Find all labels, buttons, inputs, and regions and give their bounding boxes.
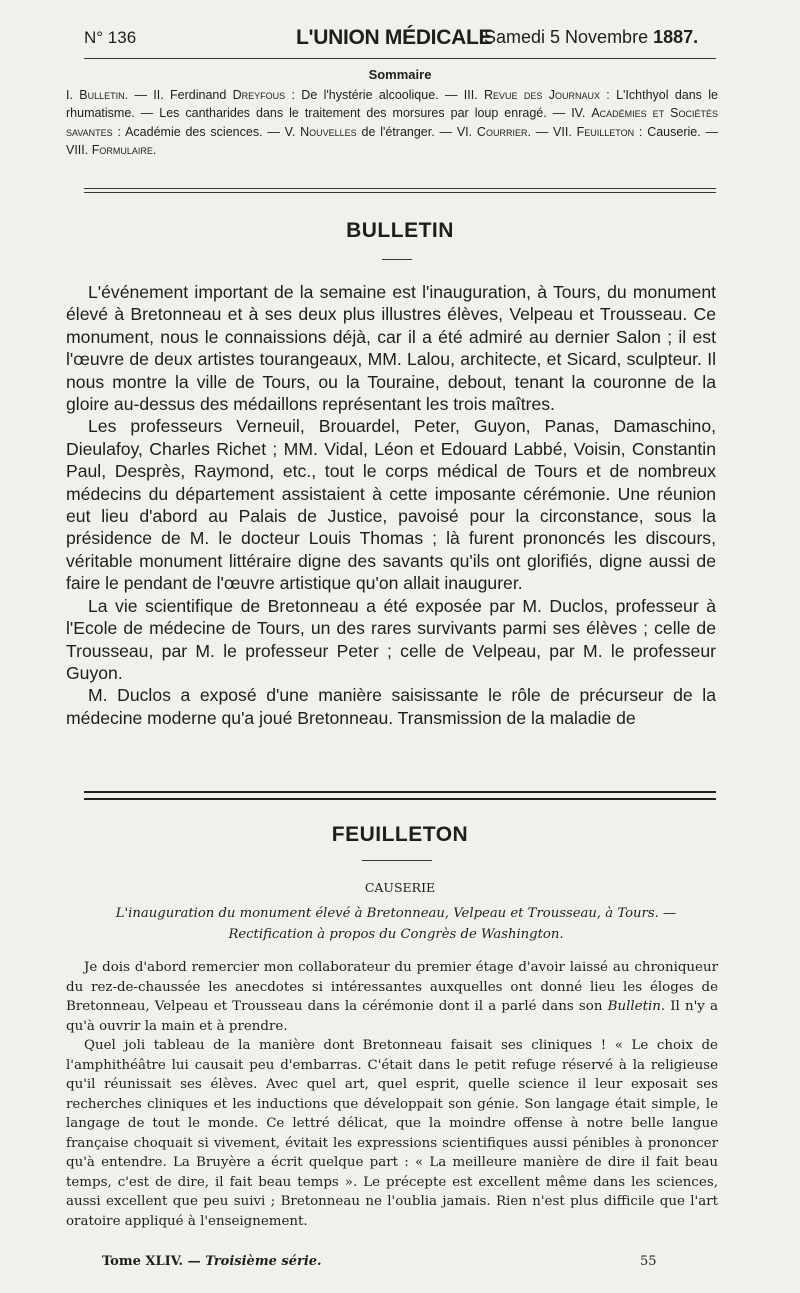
journal-title: L'UNION MÉDICALE	[296, 26, 493, 49]
sommaire-item-academies: Académies et Sociétés savantes	[66, 106, 719, 139]
bulletin-title-rule	[382, 259, 412, 260]
sommaire-text-1: I.	[66, 88, 80, 102]
sommaire-text-2: . — II. Ferdinand	[124, 88, 233, 102]
issue-date-text: Samedi 5 Novembre	[484, 27, 649, 47]
sommaire-author: Dreyfous	[232, 88, 286, 102]
issue-year: 1887.	[653, 27, 699, 47]
bulletin-paragraph: Les professeurs Verneuil, Brouardel, Peter, Guyon, Panas, Damaschino, Dieulafoy, Charles Richet ; MM. Vidal, Léon et Edouard Labbé, Voisin, Constantin Paul, Desprès, Raymond, etc., tout le corps médical de Tours et de nombreux médecins du département assistaient à cette imposante cérémonie. Une réunion eut lieu d'abord au Palais de Justice, pavoisé pour la circonstance, sous la présidence de M. le docteur Louis Thomas ; là furent prononcés les discours, véritable monument littéraire digne des savants qu'ils ont glorifiés, digne aussi de faire le pendant de l'œuvre artistique qu'on allait inaugurer.	[66, 416, 716, 594]
footer-tome	[102, 1254, 322, 1269]
feuilleton-paragraph-2: Quel joli tableau de la manière dont Bretonneau faisait ses cliniques ! « Le choix de l'amphithéâtre lui causait peu d'embarras. C'était dans le petit refuge réservé à la religieuse qu'il réunissait ses élèves. Avec quel art, quel esprit, quelle science il leur exposait ses recherches cliniques et les inductions que développait son génie. Son langage était simple, le langage de tout le monde. Ce lettré délicat, que la moindre offense à notre belle langue française choquait si vivement, évitait les expressions scientifiques aussi pénibles à prononcer qu'à entendre. La Bruyère a écrit quelque part : « La meilleure manière de dire il fait beau temps, c'est de dire, il fait beau temps ». Le précepte est excellent même dans les sciences, aussi excellent que peu suivi ; Bretonneau ne l'oublia jamais. Rien n'est plus difficile que l'art oratoire appliqué à l'enseignement.	[66, 1038, 718, 1229]
bulletin-paragraph: M. Duclos a exposé d'une manière saisissante le rôle de précurseur de la médecine moderne qu'a joué Bretonneau. Transmission de la maladie de	[66, 685, 716, 728]
header-rule	[84, 58, 716, 59]
bulletin-paragraph: La vie scientifique de Bretonneau a été exposée par M. Duclos, professeur à l'Ecole de médecine de Tours, un des rares survivants parmi ses élèves ; celle de Trousseau, par M. le professeur Peter ; celle de Velpeau, par M. le professeur Guyon.	[66, 595, 716, 683]
issue-number: N° 136	[84, 28, 137, 47]
bulletin-body	[66, 281, 716, 729]
issue-date	[484, 27, 698, 48]
sommaire-text-9: .	[152, 143, 157, 158]
subtitle-line-2: Rectification à propos du Congrès de Washington.	[228, 926, 564, 942]
sommaire-item-feuilleton: Feuilleton	[576, 124, 635, 139]
feuilleton-p1-italic: Bulletin	[607, 999, 661, 1014]
feuilleton-subtitle	[66, 904, 726, 945]
sommaire-item-revue: Revue des Journaux	[484, 88, 600, 102]
feuilleton-separator-rule	[84, 791, 716, 800]
sommaire-text-7: . — VII.	[527, 124, 577, 139]
sommaire-item-bulletin: Bulletin	[79, 88, 125, 102]
sommaire-text-3: : De l'hystérie alcoolique. — III.	[285, 88, 484, 102]
section-heading-causerie: CAUSERIE	[364, 880, 436, 895]
sommaire-contents	[66, 86, 718, 160]
feuilleton-p1-end: . Il n'y a qu'à ouvrir la main et à prendre.	[66, 999, 719, 1034]
sommaire-text-6: de l'étranger. — VI.	[356, 124, 477, 139]
feuilleton-paragraph-1	[66, 958, 718, 1036]
subtitle-line-1: L'inauguration du monument élevé à Bretonneau, Velpeau et Trousseau, à Tours. —	[115, 906, 677, 921]
sommaire-title: Sommaire	[368, 67, 432, 82]
bulletin-title: BULLETIN	[346, 219, 454, 242]
feuilleton-title: FEUILLETON	[331, 823, 469, 846]
feuilleton-title-rule	[362, 860, 432, 861]
sommaire-item-nouvelles: Nouvelles	[300, 124, 357, 139]
feuilleton-p1-start: Je dois d'abord remercier mon collaborateur du premier étage d'avoir laissé au chroniqueur du rez-de-chaussée les anecdotes si intéressantes auxquelles ont donné lieu les éloges de Bretonneau, Velpeau et Trousseau dans la cérémonie dont il a parlé dans son	[66, 960, 718, 1014]
footer-serie: Troisième série.	[205, 1254, 322, 1269]
sommaire-item-formulaire: Formulaire	[91, 143, 153, 158]
sommaire-item-courrier: Courrier	[476, 124, 528, 139]
masthead	[84, 22, 716, 56]
sommaire-text-4: : L'Ichthyol dans le rhumatisme. — Les cantharides dans le traitement des morsures par loup enragé. — IV.	[66, 88, 718, 121]
sommaire-text-8: : Causerie. — VIII.	[66, 124, 718, 158]
sommaire-text-5: : Académie des sciences. — V.	[112, 124, 301, 139]
page-number: 55	[640, 1254, 657, 1269]
sommaire-rule	[84, 188, 716, 193]
bulletin-paragraph: L'événement important de la semaine est l'inauguration, à Tours, du monument élevé à Bretonneau et à ses deux plus illustres élèves, Velpeau et Trousseau. Ce monument, nous le connaissions déjà, car il a été admiré au dernier Salon ; il est l'œuvre de deux artistes tourangeaux, MM. Lalou, architecte, et Sicard, sculpteur. Il nous montre la ville de Tours, ou la Touraine, debout, tenant la couronne de la gloire au-dessus des médaillons représentant les trois maîtres.	[66, 282, 716, 415]
feuilleton-body	[66, 958, 718, 1231]
footer-tome-text: Tome XLIV. —	[102, 1254, 206, 1269]
